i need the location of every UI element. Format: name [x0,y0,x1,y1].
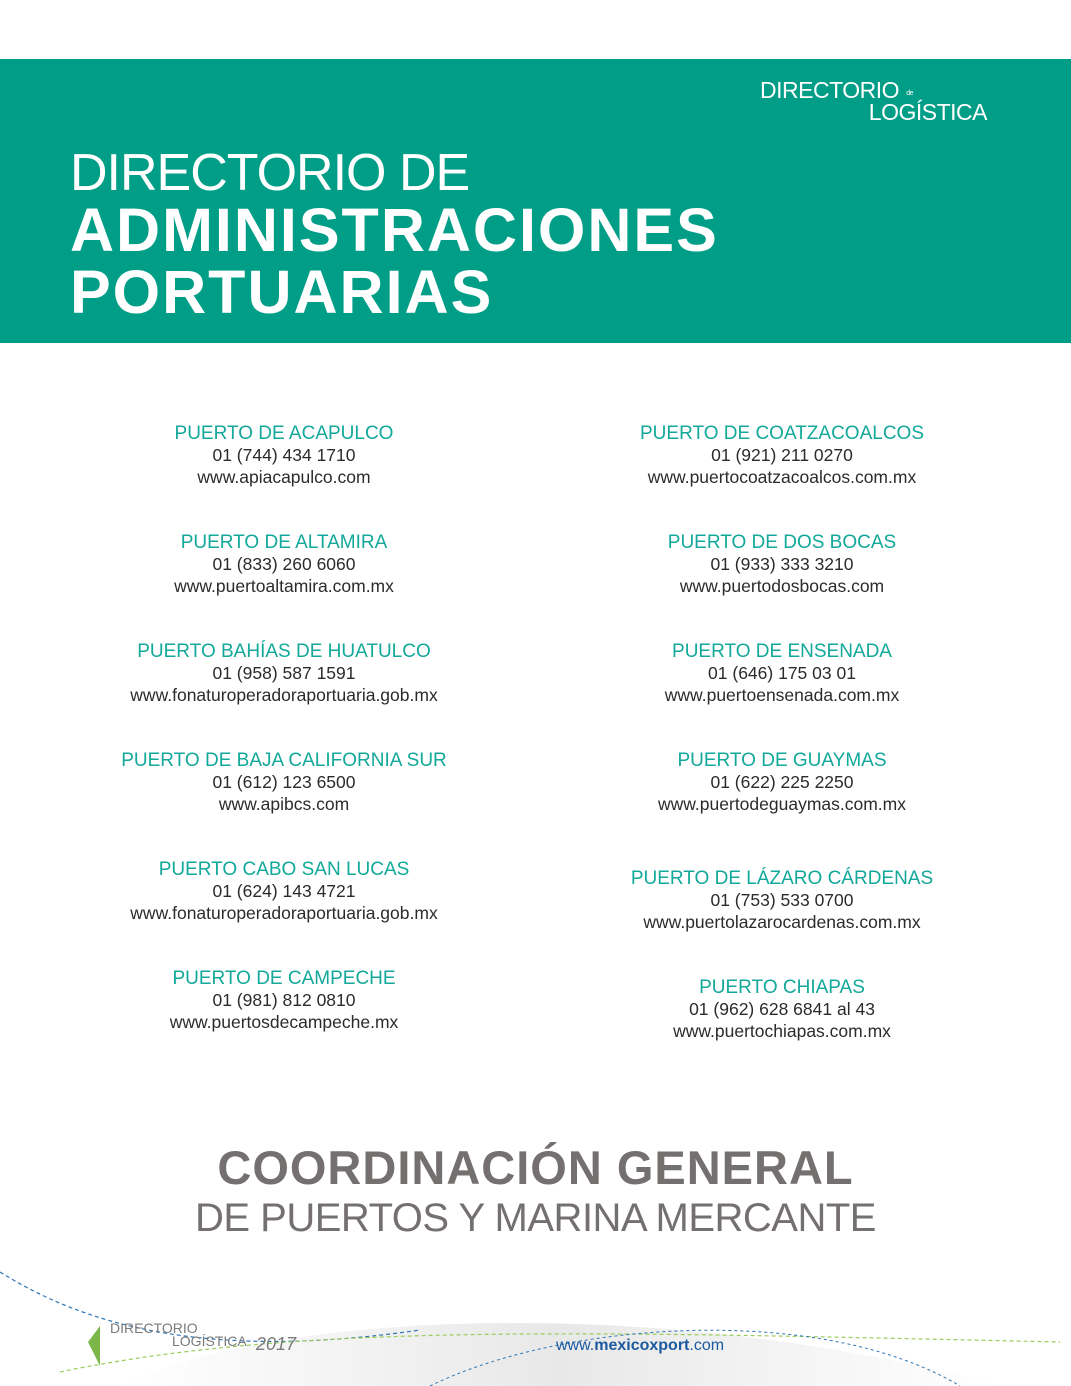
port-website[interactable]: www.puertochiapas.com.mx [673,1021,891,1041]
brand-line-2: LOGÍSTICA [868,99,987,125]
port-phone: 01 (612) 123 6500 [212,772,356,792]
header-banner [0,59,1071,343]
port-phone: 01 (921) 211 0270 [711,445,853,465]
port-phone: 01 (744) 434 1710 [212,445,356,465]
port-entry [602,532,962,597]
org-name-bold: COORDINACIÓN GENERAL [217,1141,854,1194]
page-title-bold [70,196,719,326]
port-name: PUERTO DE ALTAMIRA [180,532,388,553]
port-website[interactable]: www.puertoaltamira.com.mx [174,576,394,596]
footer-year: 2017 [256,1334,297,1354]
port-entry [602,977,962,1042]
port-entry [104,859,464,924]
port-website[interactable]: www.apibcs.com [218,794,350,814]
port-entry [602,868,962,933]
port-name: PUERTO DE GUAYMAS [677,750,887,771]
footer-brand-logo: DIRECTORIO LOGÍSTICA 2017 [110,1320,297,1354]
port-name: PUERTO DE ENSENADA [672,641,892,662]
port-name: PUERTO DE COATZACOALCOS [640,423,924,444]
page-title-line-2: PORTUARIAS [70,258,494,326]
port-phone: 01 (622) 225 2250 [710,772,854,792]
port-phone: 01 (981) 812 0810 [212,990,356,1010]
page-title-light: DIRECTORIO DE [70,144,470,202]
green-arrow-icon [88,1326,100,1366]
port-website[interactable]: www.puertodeguaymas.com.mx [657,794,907,814]
port-website[interactable]: www.puertocoatzacoalcos.com.mx [647,467,917,487]
port-name: PUERTO BAHÍAS DE HUATULCO [137,641,431,662]
port-phone: 01 (753) 533 0700 [710,890,854,910]
port-website[interactable]: www.fonaturoperadoraportuaria.gob.mx [130,685,438,705]
port-entry [104,641,464,706]
port-website[interactable]: www.apiacapulco.com [197,467,371,487]
port-name: PUERTO DE CAMPECHE [172,968,396,989]
port-website[interactable]: www.puertoensenada.com.mx [664,685,900,705]
port-name: PUERTO DE LÁZARO CÁRDENAS [630,868,934,889]
port-phone: 01 (833) 260 6060 [212,554,356,574]
port-phone: 01 (958) 587 1591 [212,663,356,683]
port-website[interactable]: www.fonaturoperadoraportuaria.gob.mx [130,903,438,923]
directorio-logistica-logo [760,79,987,123]
port-name: PUERTO DE BAJA CALIFORNIA SUR [121,750,447,771]
port-entry [602,641,962,706]
port-name: PUERTO CHIAPAS [699,977,865,998]
port-website[interactable]: www.puertolazarocardenas.com.mx [643,912,921,932]
port-website[interactable]: www.puertodosbocas.com [679,576,885,596]
port-website[interactable]: www.puertosdecampeche.mx [169,1012,399,1032]
org-name-light: DE PUERTOS Y MARINA MERCANTE [195,1196,876,1240]
page-title-line-1: ADMINISTRACIONES [70,196,719,264]
brand-de: de [906,90,913,97]
port-phone: 01 (624) 143 4721 [212,881,356,901]
brand-line-1: DIRECTORIO [760,77,899,103]
port-entry [602,750,962,815]
port-phone: 01 (933) 333 3210 [710,554,854,574]
port-entry [104,968,464,1033]
port-entry [602,423,962,488]
port-name: PUERTO DE ACAPULCO [174,423,394,444]
port-entry [104,423,464,488]
port-entry [104,532,464,597]
port-name: PUERTO DE DOS BOCAS [667,532,897,553]
port-phone: 01 (962) 628 6841 al 43 [689,999,875,1019]
port-phone: 01 (646) 175 03 01 [708,663,856,683]
port-name: PUERTO CABO SAN LUCAS [158,859,410,880]
port-entry [104,750,464,815]
footer-website-link[interactable]: www.mexicoxport.com [556,1337,725,1354]
